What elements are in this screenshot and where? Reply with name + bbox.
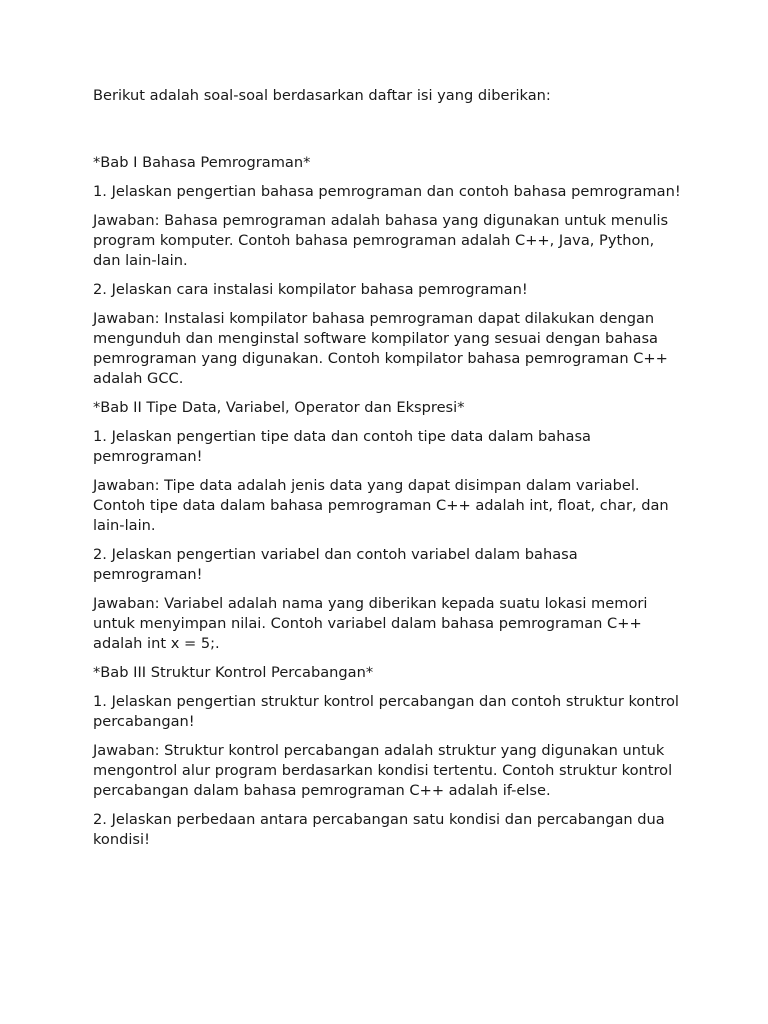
chapter-heading-3: *Bab III Struktur Kontrol Percabangan* bbox=[93, 664, 374, 681]
answer-2-2: Jawaban: Variabel adalah nama yang diberikan kepada suatu lokasi memori untuk menyimpan nilai. Contoh variabel dalam bahasa pemrograman C++ adalah int x = 5;. bbox=[93, 595, 648, 652]
question-1-1: 1. Jelaskan pengertian bahasa pemrograman dan contoh bahasa pemrograman! bbox=[93, 183, 681, 200]
answer-2-1: Jawaban: Tipe data adalah jenis data yang dapat disimpan dalam variabel. Contoh tipe data dalam bahasa pemrograman C++ adalah int, float, char, dan lain-lain. bbox=[93, 477, 669, 534]
intro-text: Berikut adalah soal-soal berdasarkan daftar isi yang diberikan: bbox=[93, 87, 551, 104]
answer-1-1: Jawaban: Bahasa pemrograman adalah bahasa yang digunakan untuk menulis program komputer. Contoh bahasa pemrograman adalah C++, Java, Python, dan lain-lain. bbox=[93, 212, 669, 269]
question-3-1: 1. Jelaskan pengertian struktur kontrol percabangan dan contoh struktur kontrol percabangan! bbox=[93, 693, 679, 730]
question-2-1: 1. Jelaskan pengertian tipe data dan contoh tipe data dalam bahasa pemrograman! bbox=[93, 428, 591, 465]
question-3-2: 2. Jelaskan perbedaan antara percabangan satu kondisi dan percabangan dua kondisi! bbox=[93, 811, 665, 848]
chapter-heading-1: *Bab I Bahasa Pemrograman* bbox=[93, 154, 311, 171]
question-2-2: 2. Jelaskan pengertian variabel dan contoh variabel dalam bahasa pemrograman! bbox=[93, 546, 578, 583]
answer-3-1: Jawaban: Struktur kontrol percabangan adalah struktur yang digunakan untuk mengontrol alur program berdasarkan kondisi tertentu. Contoh struktur kontrol percabangan dalam bahasa pemrograman C++ adalah if-else. bbox=[93, 742, 673, 799]
document-page bbox=[93, 86, 683, 859]
answer-1-2: Jawaban: Instalasi kompilator bahasa pemrograman dapat dilakukan dengan mengunduh dan menginstal software kompilator yang sesuai dengan bahasa pemrograman yang digunakan. Contoh kompilator bahasa pemrograman C++ adalah GCC. bbox=[93, 310, 668, 387]
question-1-2: 2. Jelaskan cara instalasi kompilator bahasa pemrograman! bbox=[93, 281, 528, 298]
chapter-heading-2: *Bab II Tipe Data, Variabel, Operator dan Ekspresi* bbox=[93, 399, 465, 416]
